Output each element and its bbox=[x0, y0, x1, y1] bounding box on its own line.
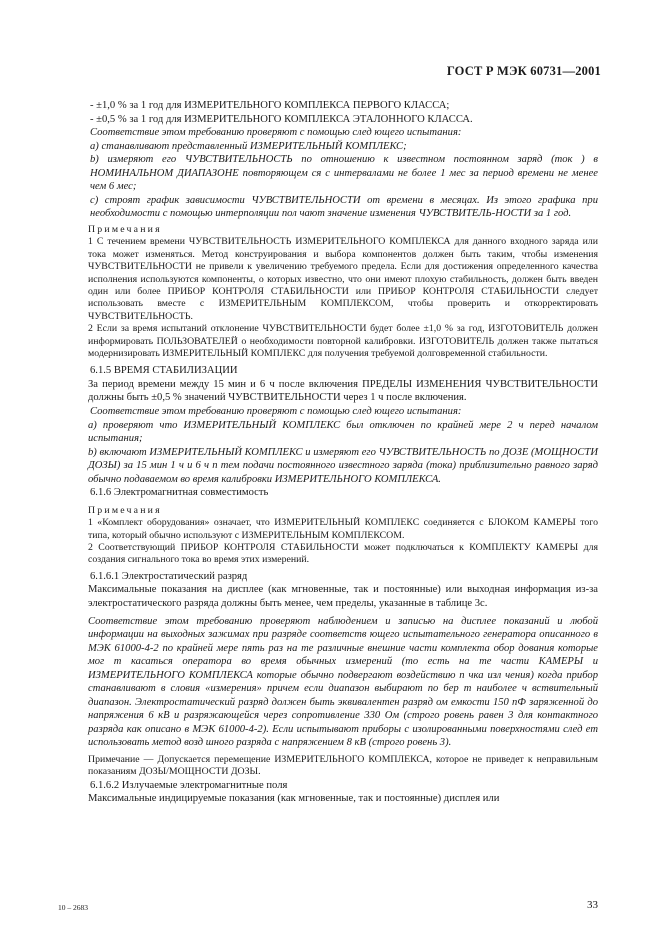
body-paragraph: Максимальные индицируемые показания (как мгновенные, так и постоянные) дисплея или bbox=[88, 793, 500, 805]
note-paragraph: Примечание — Допускается перемещение ИЗМЕРИТЕЛЬНОГО КОМПЛЕКСА, которое не приведет к неправильным показаниям ДОЗЫ/МОЩНОСТИ ДОЗЫ. bbox=[88, 754, 598, 778]
note-paragraph: 1 «Комплект оборудования» означает, что ИЗМЕРИТЕЛЬНЫЙ КОМПЛЕКС соединяется с БЛОКОМ КАМЕРЫ того типа, который обычно используют с ИЗМЕРИТЕЛЬНЫМ КОМПЛЕКСОМ. bbox=[88, 517, 598, 541]
note-paragraph: 2 Соответствующий ПРИБОР КОНТРОЛЯ СТАБИЛЬНОСТИ может подключаться к КОМПЛЕКТУ КАМЕРЫ для создания сигнального тока во время этих измерений. bbox=[88, 542, 598, 566]
section-heading: 6.1.6.1 Электростатический разряд bbox=[90, 570, 248, 582]
notes-heading: Примечания bbox=[88, 504, 162, 516]
section-heading: 6.1.6.2 Излучаемые электромагнитные поля bbox=[90, 779, 288, 791]
list-item: - ±0,5 % за 1 год для ИЗМЕРИТЕЛЬНОГО КОМПЛЕКСА ЭТАЛОННОГО КЛАССА. bbox=[90, 113, 473, 125]
test-step: c) строят график зависимости ЧУВСТВИТЕЛЬНОСТИ от времени в месяцах. Из этого графика при необходимости с помощью интерполяции пол чают значение изменения ЧУВСТВИТЕЛЬ-НОСТИ за 1 год. bbox=[90, 194, 598, 220]
notes-heading: Примечания bbox=[88, 223, 162, 235]
test-step: b) включают ИЗМЕРИТЕЛЬНЫЙ КОМПЛЕКС и измеряют его ЧУВСТВИТЕЛЬНОСТЬ по ДОЗЕ (МОЩНОСТИ ДОЗЫ) за 15 мин 1 ч и 6 ч п тем подачи постоянного известного заряда (тока) приблизительно равного заряд обычно подаваемом во время калибровки ИЗМЕРИТЕЛЬНОГО КОМПЛЕКСА. bbox=[88, 446, 598, 485]
test-step: a) проверяют что ИЗМЕРИТЕЛЬНЫЙ КОМПЛЕКС был отключен по крайней мере 2 ч перед началом испытания; bbox=[88, 419, 598, 445]
note-paragraph: 2 Если за время испытаний отклонение ЧУВСТВИТЕЛЬНОСТИ будет более ±1,0 % за год, ИЗГОТОВИТЕЛЬ должен информировать ПОЛЬЗОВАТЕЛЕЙ о необходимости повторной калибровки. ИЗГОТОВИТЕЛЬ должен также пытаться модернизировать ИЗМЕРИТЕЛЬНЫЙ КОМПЛЕКС для получения требуемой долговременной стабильности. bbox=[88, 323, 598, 359]
test-step: a) станавливают представленный ИЗМЕРИТЕЛЬНЫЙ КОМПЛЕКС; bbox=[90, 140, 407, 152]
document-title: ГОСТ Р МЭК 60731—2001 bbox=[446, 64, 601, 78]
list-item: - ±1,0 % за 1 год для ИЗМЕРИТЕЛЬНОГО КОМПЛЕКСА ПЕРВОГО КЛАССА; bbox=[90, 100, 450, 111]
test-paragraph: Соответствие этом требованию проверяют наблюдением и записью на дисплее показаний и любой информации на выходных зажимах при разряде соответств ющего испытательного генератора описанного в МЭК 61000-4-2 по крайней мере пять раз на те различные внешние части комплекта обор дования которые мог т касаться оператора во время обычных измерений (то есть на те части КАМЕРЫ и ИЗМЕРИТЕЛЬНОГО КОМПЛЕКСА которые обычно подвергают воздействию п чка изл чения) когда прибор станавливают в словия «измерения» причем если диапазон выбирают по бер т наиболее ч вствительный диапазон. Электростатический разряд должен быть эквивалентен разряд ом емкости 150 пФ заряженной до напряжения 6 кВ и разряжающейся через сопротивление 330 Ом (строго ровень равен 3 для контактного разряда как описано в МЭК 61000-4-2). Если испытывают приборы с изолированными поверхностями след ет использовать метод возд шного разряда с напряжением 8 кВ (строго ровень 3). bbox=[88, 615, 598, 749]
test-intro: Соответствие этом требованию проверяют с помощью след ющего испытания: bbox=[90, 406, 462, 418]
test-intro: Соответствие этом требованию проверяют с помощью след ющего испытания: bbox=[90, 127, 462, 139]
body-paragraph: За период времени между 15 мин и 6 ч после включения ПРЕДЕЛЫ ИЗМЕНЕНИЯ ЧУВСТВИТЕЛЬНОСТИ должны быть ±0,5 % значений ЧУВСТВИТЕЛЬНОСТИ через 1 ч после включения. bbox=[88, 378, 598, 404]
section-heading: 6.1.6 Электромагнитная совместимость bbox=[90, 487, 269, 499]
body-paragraph: Максимальные показания на дисплее (как мгновенные, так и постоянные) или выходная информация из-за электростатического разряда должны быть менее, чем пределы, указанные в таблице 3с. bbox=[88, 584, 598, 609]
note-paragraph: 1 С течением времени ЧУВСТВИТЕЛЬНОСТЬ ИЗМЕРИТЕЛЬНОГО КОМПЛЕКСА для данного входного заряда или тока может изменяться. Метод конструирования и выбора компонентов должен быть таким, чтобы изменения ЧУВСТВИТЕЛЬНОСТИ не привели к увеличению требуемого предела. Если для достижения определенного качества исполнения используются компоненты, о которых известно, что они имеют плохую стабильность, должен быть введен один или более ПРИБОР КОНТРОЛЯ СТАБИЛЬНОСТИ или ПРИБОР КОНТРОЛЯ СТАБИЛЬНОСТИ следует использовать вместе с ИЗМЕРИТЕЛЬНЫМ КОМПЛЕКСОМ, чтобы проверить и откорректировать ЧУВСТВИТЕЛЬНОСТЬ. bbox=[88, 236, 598, 322]
section-heading: 6.1.5 ВРЕМЯ СТАБИЛИЗАЦИИ bbox=[90, 365, 238, 377]
page-number: 33 bbox=[587, 899, 598, 911]
footer-code: 10 – 2683 bbox=[58, 903, 88, 912]
test-step: b) измеряют его ЧУВСТВИТЕЛЬНОСТЬ по отношению к известном постоянном заряд (ток ) в НОМИНАЛЬНОМ ДИАПАЗОНЕ повторяющем ся с интервалами не более 1 мес за период времени не менее чем 6 мес; bbox=[90, 154, 598, 193]
document-body bbox=[88, 99, 598, 806]
